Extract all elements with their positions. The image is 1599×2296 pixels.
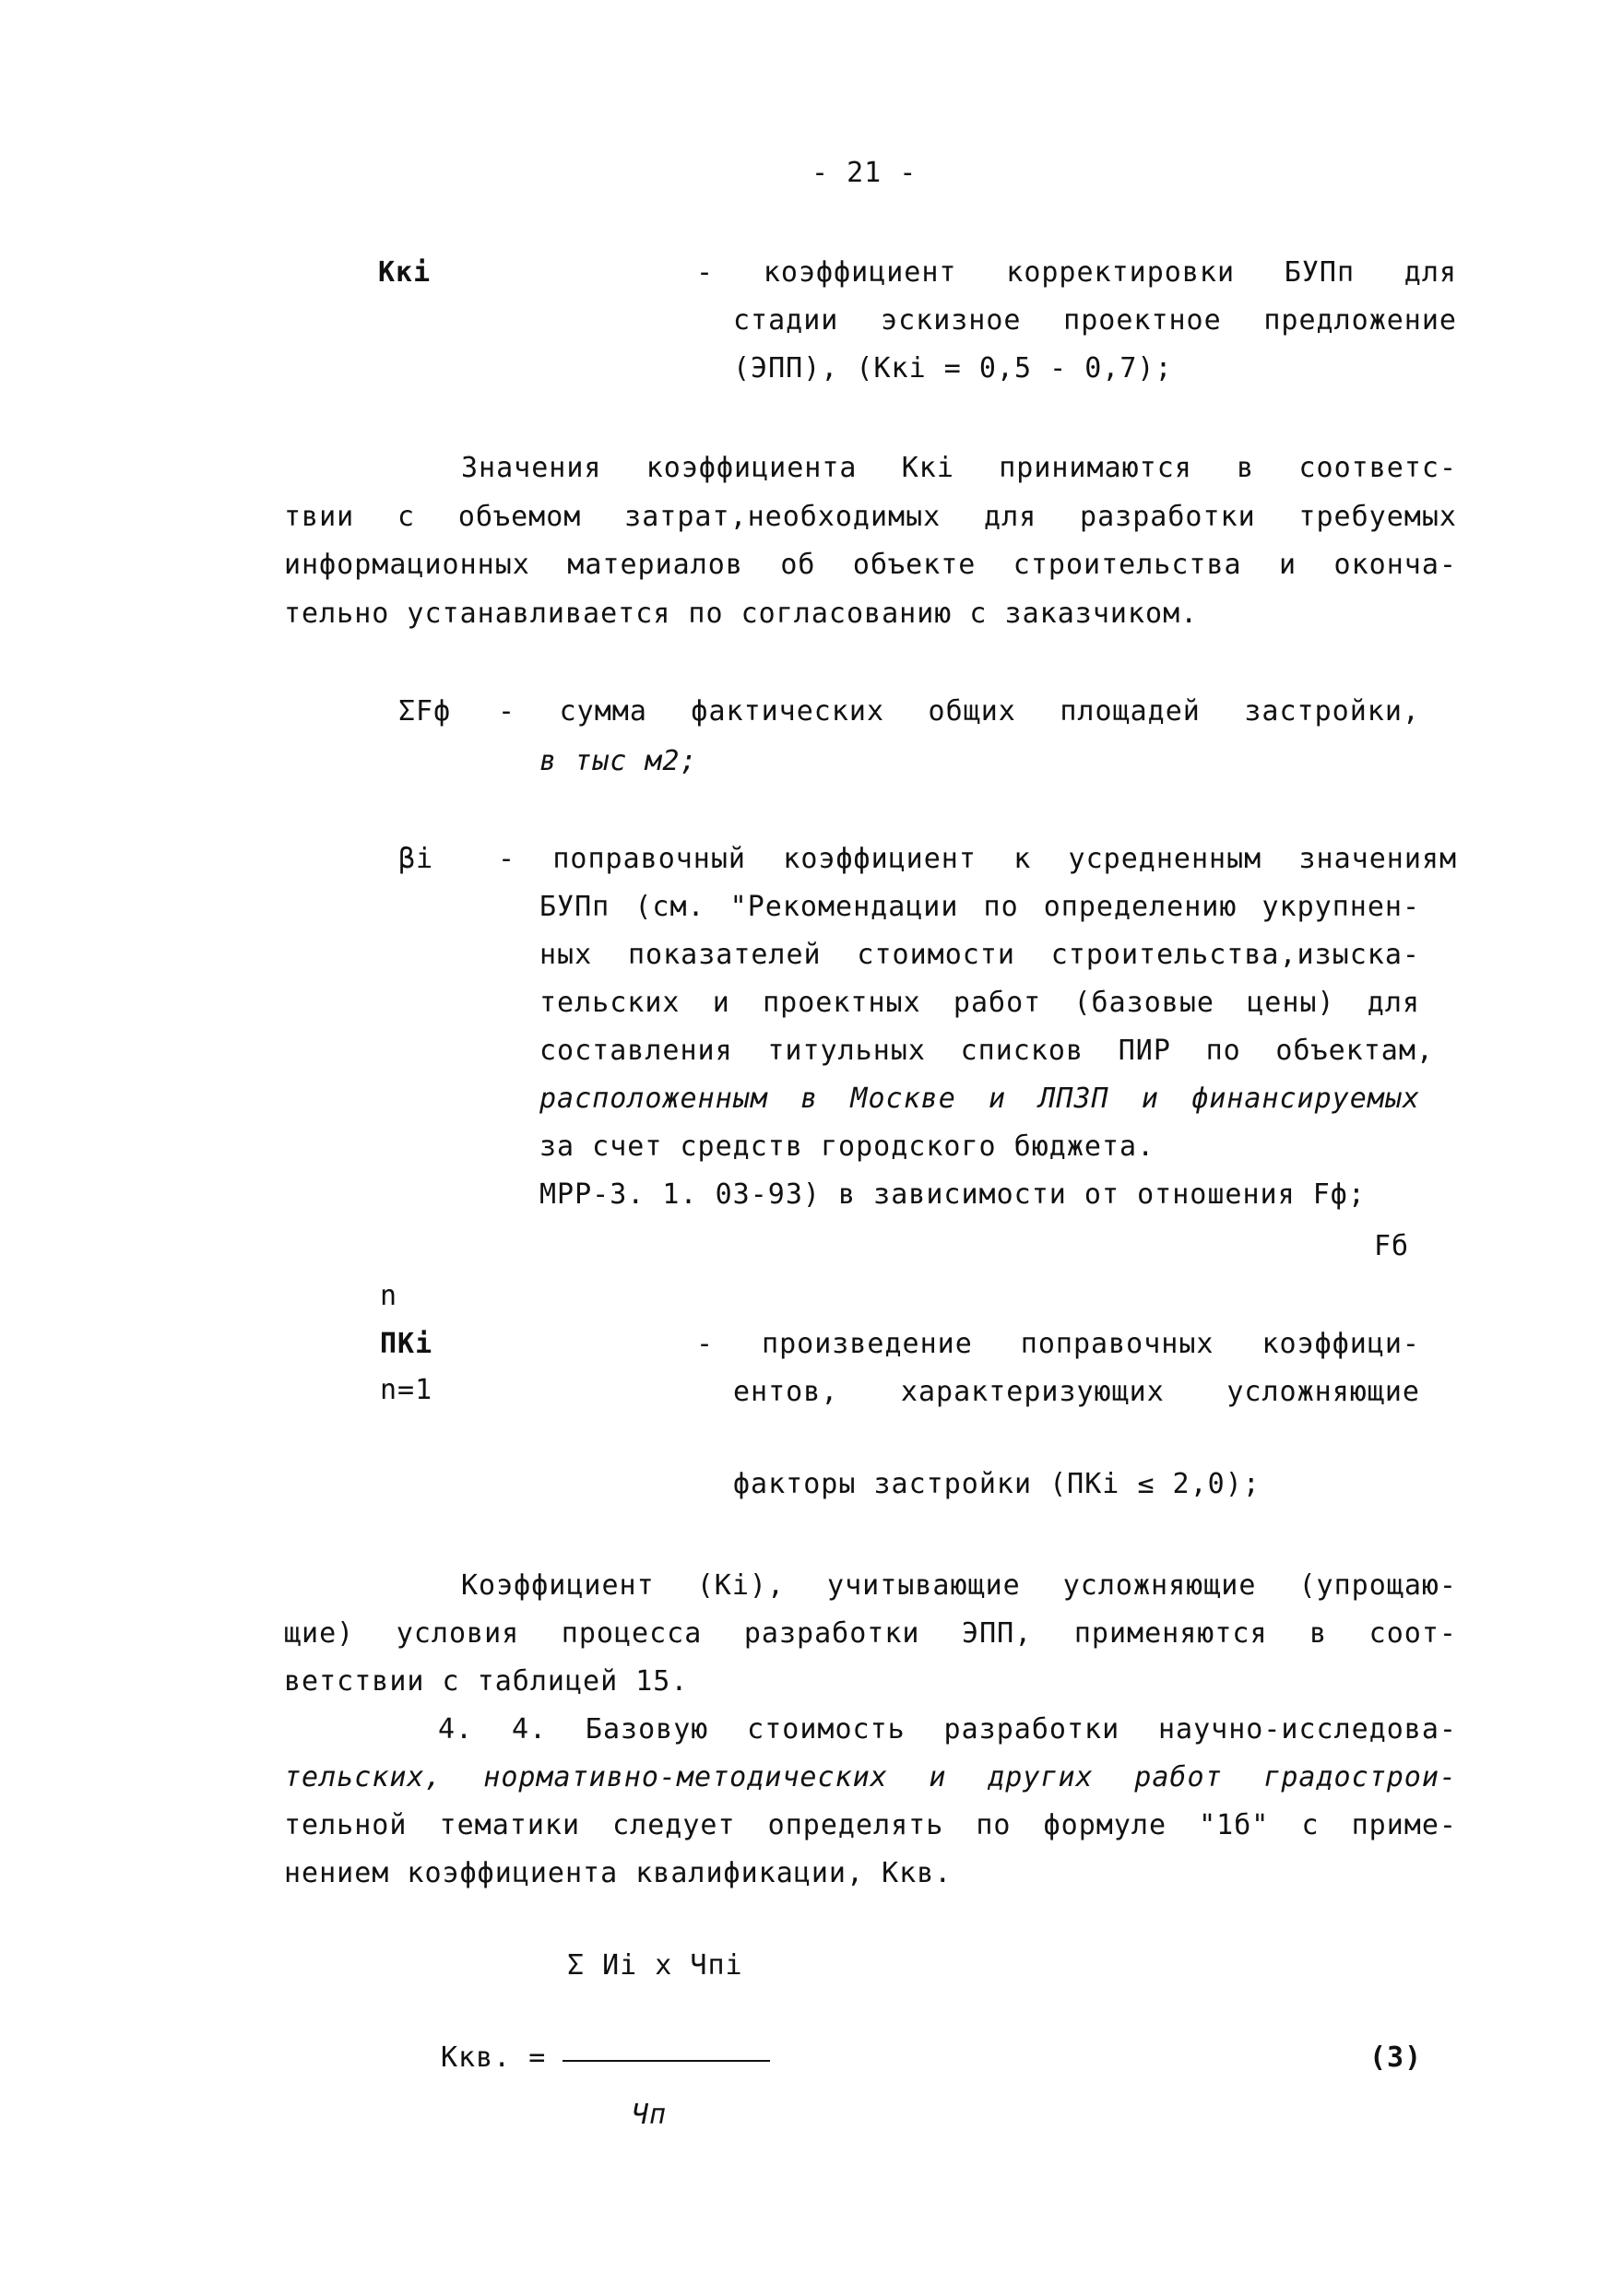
formula-numerator: Σ Иi x Чпi	[567, 1949, 743, 1982]
kki-def-line-2: стадии эскизное проектное предложение	[733, 304, 1457, 337]
para1-line-1: Значения коэффициента Kкi принимаются в соответс-	[461, 452, 1457, 484]
para1-line-4: тельно устанавливается по согласованию с заказчиком.	[284, 598, 1199, 630]
para2-line-2: щие) условия процесса разработки ЭПП, применяются в соот-	[284, 1617, 1457, 1650]
para1-line-3: информационных материалов об объекте строительства и оконча-	[284, 549, 1457, 581]
sum-f-def-line-1: - сумма фактических общих площадей застройки,	[498, 695, 1420, 728]
beta-symbol: βi	[398, 843, 434, 875]
product-symbol-mid: ПKi	[380, 1328, 433, 1360]
para3-line-1: 4. 4. Базовую стоимость разработки научно-исследова-	[438, 1713, 1457, 1746]
beta-def-line-4: тельских и проектных работ (базовые цены) для	[539, 987, 1420, 1019]
para3-line-4: нением коэффициента квалификации, Kкв.	[284, 1857, 953, 1889]
kki-def-line-1: - коэффициент корректировки БУПп для	[696, 256, 1457, 289]
product-def-line-3: факторы застройки (ПKi ≤ 2,0);	[733, 1468, 1261, 1500]
para3-line-2: тельских, нормативно-методических и других работ градострои-	[284, 1761, 1457, 1793]
para2-line-3: ветствии с таблицей 15.	[284, 1665, 689, 1698]
formula-lhs: Kкв. =	[441, 2042, 547, 2074]
para3-line-3: тельной тематики следует определять по формуле "1б" с приме-	[284, 1809, 1457, 1841]
para2-line-1: Коэффициент (Ki), учитывающие усложняющие (упрощаю-	[461, 1569, 1457, 1602]
formula-number: (3)	[1369, 2042, 1423, 2074]
beta-def-line-7: за счет средств городского бюджета.	[539, 1130, 1155, 1163]
sum-f-def-line-2: в тыс м2;	[539, 745, 698, 777]
product-symbol-top: n	[380, 1280, 398, 1312]
beta-def-line-6: расположенным в Москве и ЛПЗП и финансируемых	[539, 1083, 1420, 1115]
page-number: - 21 -	[811, 157, 918, 189]
kki-def-line-3: (ЭПП), (Kкi = 0,5 - 0,7);	[733, 352, 1173, 385]
product-symbol-bottom: n=1	[380, 1374, 433, 1406]
formula-fraction-line	[563, 2060, 770, 2062]
beta-def-denominator: Fб	[1374, 1230, 1410, 1262]
formula-denominator: Чп	[632, 2099, 668, 2131]
beta-def-line-8: МРР-3. 1. 03-93) в зависимости от отношения Fф;	[539, 1178, 1366, 1211]
beta-def-line-1: - поправочный коэффициент к усредненным значениям	[498, 843, 1457, 875]
kki-symbol: Kкi	[378, 256, 432, 289]
sum-f-symbol: ΣFф	[398, 695, 452, 728]
para1-line-2: твии с объемом затрат,необходимых для разработки требуемых	[284, 501, 1457, 533]
beta-def-line-5: составления титульных списков ПИР по объектам,	[539, 1035, 1434, 1067]
product-def-line-1: - произведение поправочных коэффици-	[696, 1328, 1420, 1360]
beta-def-line-2: БУПп (см. "Рекомендации по определению укрупнен-	[539, 891, 1420, 923]
product-def-line-2: ентов, характеризующих усложняющие	[733, 1376, 1420, 1408]
beta-def-line-3: ных показателей стоимости строительства,изыска-	[539, 939, 1420, 971]
